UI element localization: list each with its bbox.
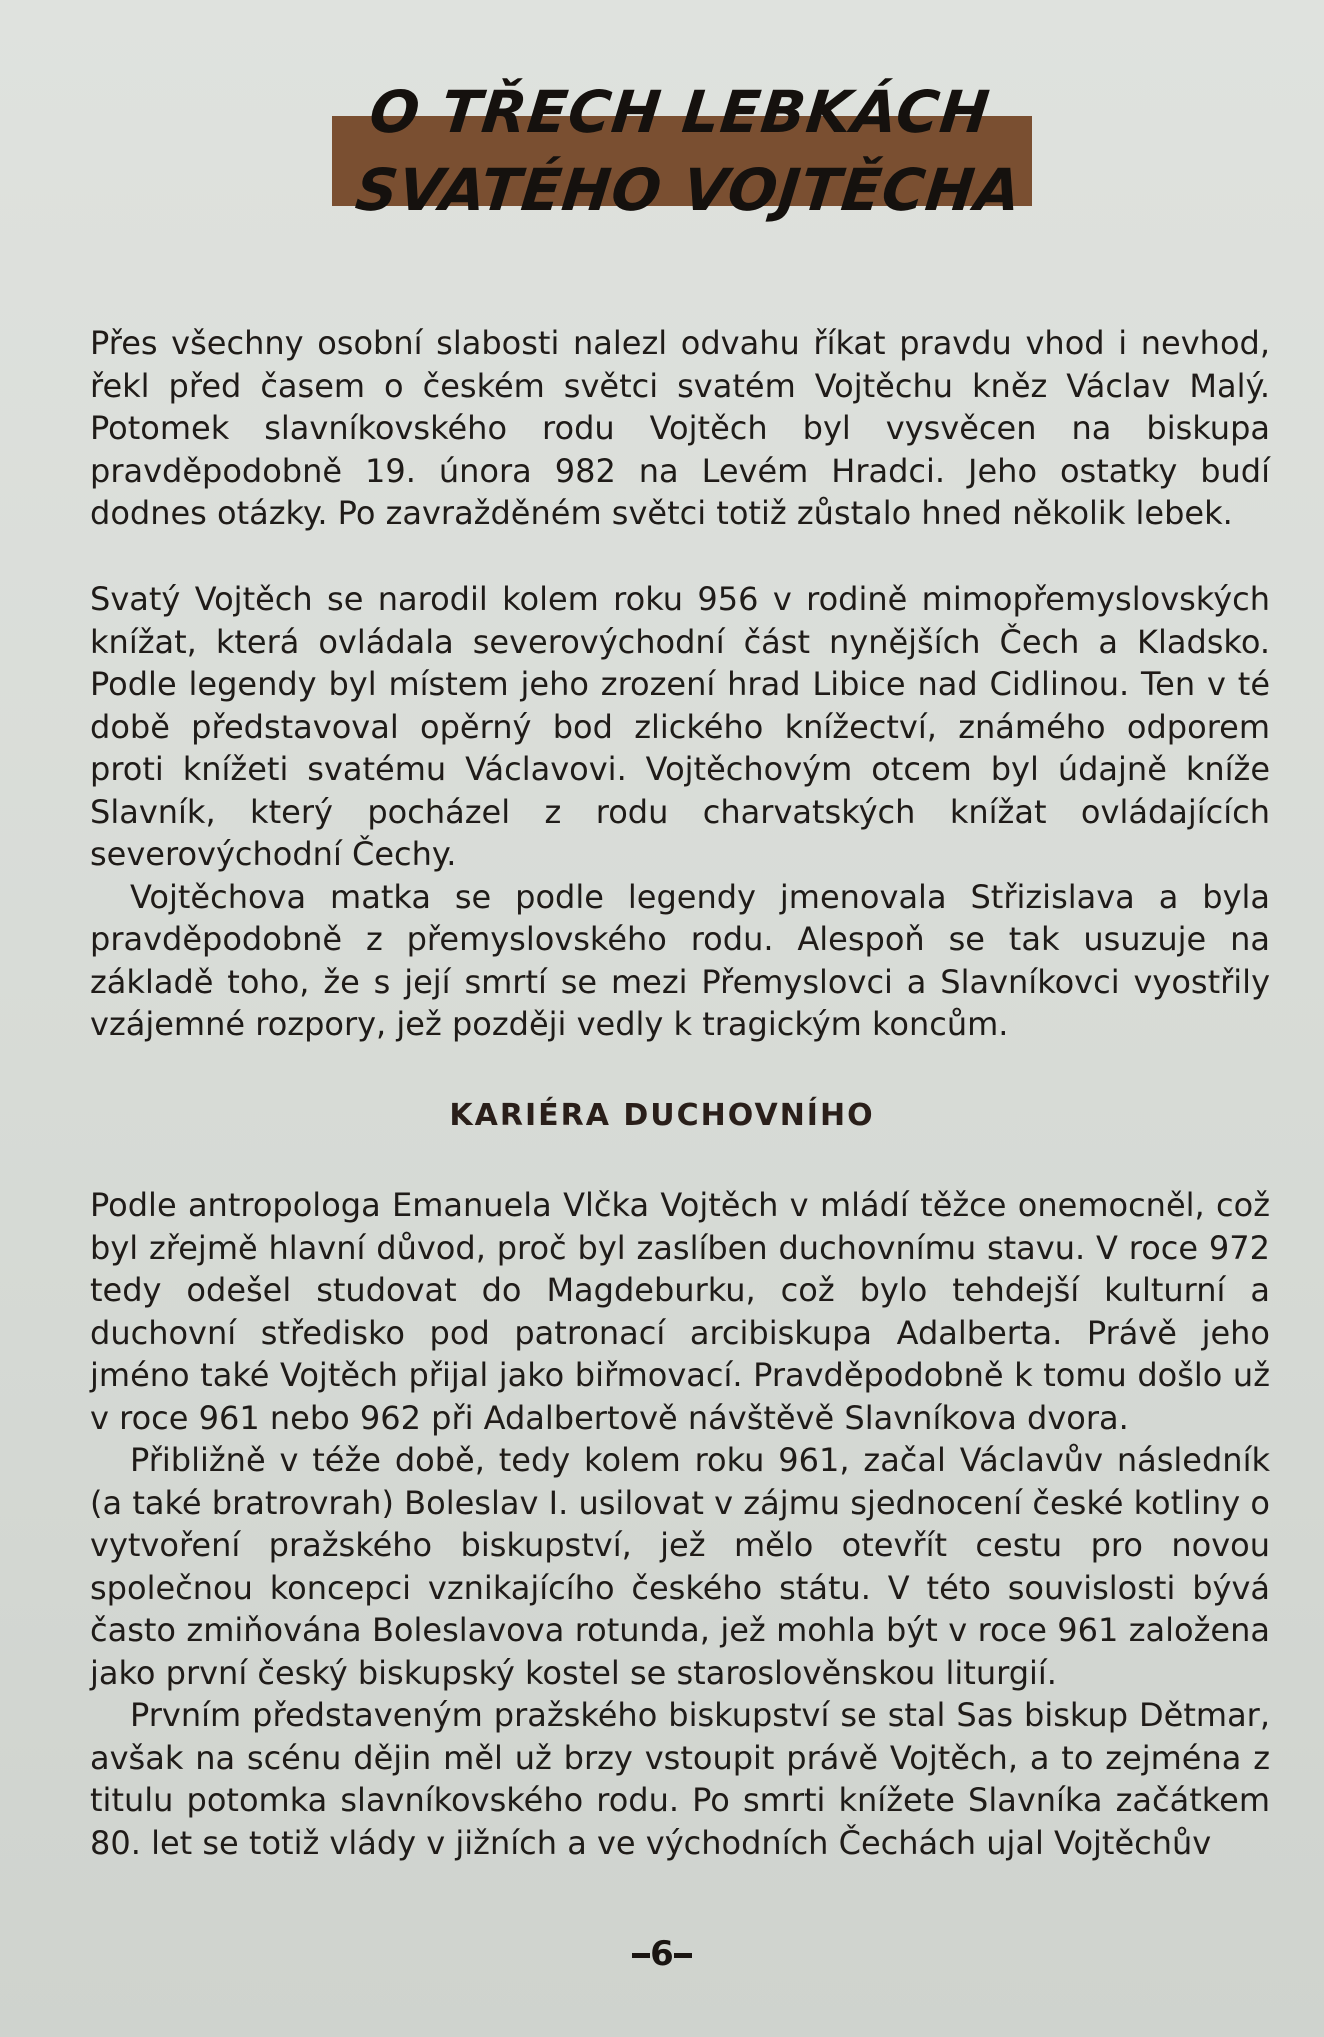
paragraph: Podle antropologa Emanuela Vlčka Vojtěch v mládí těžce onemocněl, což byl zřejmě hlavní důvod, proč byl zaslíben duchovnímu stavu. V roce 972 tedy odešel studovat do Magdeburku, což bylo tehdejší kulturní a duchovní středisko pod patronací arcibiskupa Adalberta. Právě jeho jméno také Vojtěch přijal jako biřmovací. Pravděpodobně k tomu došlo už v roce 961 nebo 962 při Adalbertově návštěvě Slavníkova dvora. [90, 1186, 1270, 1437]
intro-paragraph [90, 322, 1270, 535]
chapter-title [330, 78, 1030, 228]
paragraph: Svatý Vojtěch se narodil kolem roku 956 v rodině mimopřemyslovských knížat, která ovládala severovýchodní část nynějších Čech a Kladsko. Podle legendy byl místem jeho zrození hrad Libice nad Cidlinou. Ten v té době představoval opěrný bod zlického knížectví, známého odporem proti knížeti svatému Václavovi. Vojtěchovým otcem byl údajně kníže Slavník, který pocházel z rodu charvatských knížat ovládajících severovýchodní Čechy. [90, 580, 1270, 873]
page-number [0, 1934, 1324, 1974]
folio-dash-right [674, 1953, 692, 1958]
section-body-2 [90, 1184, 1270, 1864]
paragraph: Prvním představeným pražského biskupství se stal Sas biskup Dětmar, avšak na scénu dějin měl už brzy vstoupit právě Vojtěch, a to zejména z titulu potomka slavníkovského rodu. Po smrti knížete Slavníka začátkem 80. let se totiž vlády v jižních a ve východních Čechách ujal Vojtěchův [90, 1696, 1270, 1862]
folio-dash-left [632, 1953, 650, 1958]
paragraph: Přibližně v téže době, tedy kolem roku 961, začal Václavův následník (a také bratrovrah) Boleslav I. usilovat v zájmu sjednocení české kotliny o vytvoření pražského biskupství, jež mělo otevřít cestu pro novou společnou koncepci vznikajícího českého státu. V této souvislosti bývá často zmiňována Boleslavova rotunda, jež mohla být v roce 961 založena jako první český biskupský kostel se staroslověnskou liturgií. [90, 1441, 1270, 1692]
section-body-1 [90, 578, 1270, 1046]
title-line-1: O TŘECH LEBKÁCH [366, 78, 994, 146]
paragraph: Vojtěchova matka se podle legendy jmenovala Střizislava a byla pravděpodobně z přemyslovského rodu. Alespoň se tak usuzuje na základě toho, že s její smrtí se mezi Přemyslovci a Slavníkovci vyostřily vzájemné rozpory, jež později vedly k tragickým koncům. [90, 877, 1270, 1043]
section-heading: KARIÉRA DUCHOVNÍHO [449, 1098, 875, 1133]
page-number-text: 6 [650, 1934, 674, 1974]
paragraph: Přes všechny osobní slabosti nalezl odvahu říkat pravdu vhod i nevhod, řekl před časem o českém světci svatém Vojtěchu kněz Václav Malý. Potomek slavníkovského rodu Vojtěch byl vysvěcen na biskupa pravděpodobně 19. února 982 na Levém Hradci. Jeho ostatky budí dodnes otázky. Po zavražděném světci totiž zůstalo hned několik lebek. [90, 324, 1270, 532]
title-line-2: SVATÉHO VOJTĚCHA [352, 156, 1025, 224]
